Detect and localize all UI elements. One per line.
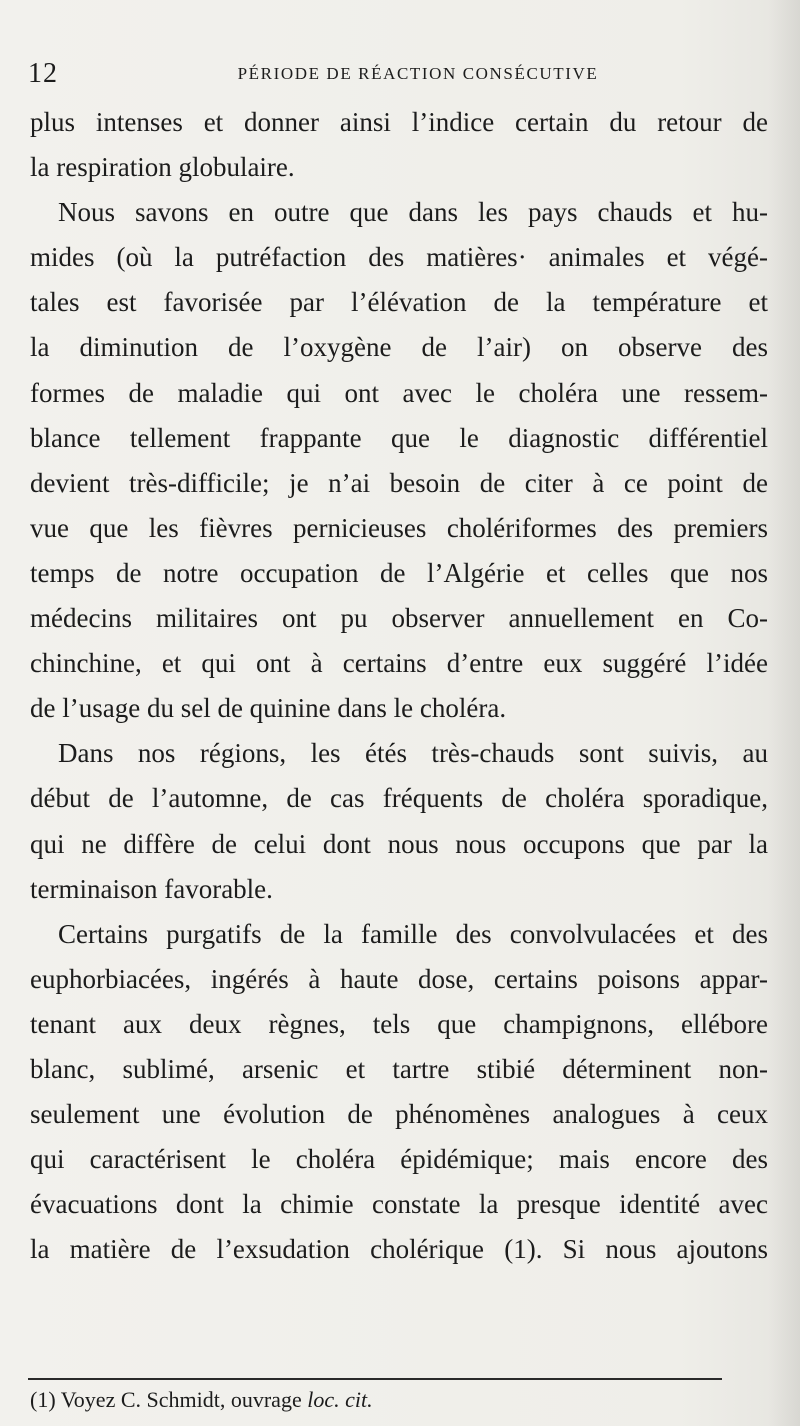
footnote-italic: loc. cit. bbox=[307, 1387, 373, 1412]
text-line: qui caractérisent le choléra épidémique; mais encore des bbox=[30, 1144, 768, 1175]
text-line: vue que les fièvres pernicieuses cholériformes des premiers bbox=[30, 512, 768, 543]
text-line: Nous savons en outre que dans les pays chauds et hu- bbox=[58, 197, 768, 228]
running-title: PÉRIODE DE RÉACTION CONSÉCUTIVE bbox=[237, 64, 599, 83]
text-line: Certains purgatifs de la famille des convolvulacées et des bbox=[58, 918, 768, 949]
text-line: mides (où la putréfaction des matières· animales et végé- bbox=[30, 242, 768, 273]
text-line: blanc, sublimé, arsenic et tartre stibié déterminent non- bbox=[30, 1053, 768, 1084]
text-line: Dans nos régions, les étés très-chauds sont suivis, au bbox=[58, 738, 768, 769]
text-line: blance tellement frappante que le diagnostic différentiel bbox=[30, 422, 768, 453]
page-number: 12 bbox=[28, 58, 58, 89]
text-line: évacuations dont la chimie constate la presque identité avec bbox=[30, 1189, 768, 1220]
text-line: plus intenses et donner ainsi l’indice certain du retour de bbox=[30, 107, 768, 137]
text-line: de l’usage du sel de quinine dans le choléra. bbox=[30, 693, 507, 724]
text-line: tenant aux deux règnes, tels que champignons, ellébore bbox=[30, 1008, 768, 1039]
text-line: la matière de l’exsudation cholérique (1). Si nous ajoutons bbox=[30, 1234, 768, 1265]
text-line: qui ne diffère de celui dont nous nous occupons que par la bbox=[30, 828, 768, 859]
text-line: terminaison favorable. bbox=[30, 873, 273, 904]
footnote-text: (1) Voyez C. Schmidt, ouvrage bbox=[30, 1387, 308, 1412]
footnote bbox=[30, 1384, 730, 1416]
page-header bbox=[28, 58, 768, 90]
text-line: seulement une évolution de phénomènes analogues à ceux bbox=[30, 1099, 768, 1130]
text-line: formes de maladie qui ont avec le choléra une ressem- bbox=[30, 377, 768, 408]
text-line: début de l’automne, de cas fréquents de choléra sporadique, bbox=[30, 783, 768, 814]
text-line: euphorbiacées, ingérés à haute dose, certains poisons appar- bbox=[30, 963, 768, 994]
text-line: tales est favorisée par l’élévation de la température et bbox=[30, 287, 768, 318]
text-line: la respiration globulaire. bbox=[30, 152, 295, 183]
text-line: médecins militaires ont pu observer annuellement en Co- bbox=[30, 603, 768, 634]
text-line: la diminution de l’oxygène de l’air) on observe des bbox=[30, 332, 768, 363]
footnote-rule bbox=[28, 1378, 722, 1380]
text-line: temps de notre occupation de l’Algérie et celles que nos bbox=[30, 557, 768, 588]
text-line: devient très-difficile; je n’ai besoin de citer à ce point de bbox=[30, 467, 768, 498]
body-text bbox=[30, 100, 768, 1272]
text-line: chinchine, et qui ont à certains d’entre eux suggéré l’idée bbox=[30, 648, 768, 679]
